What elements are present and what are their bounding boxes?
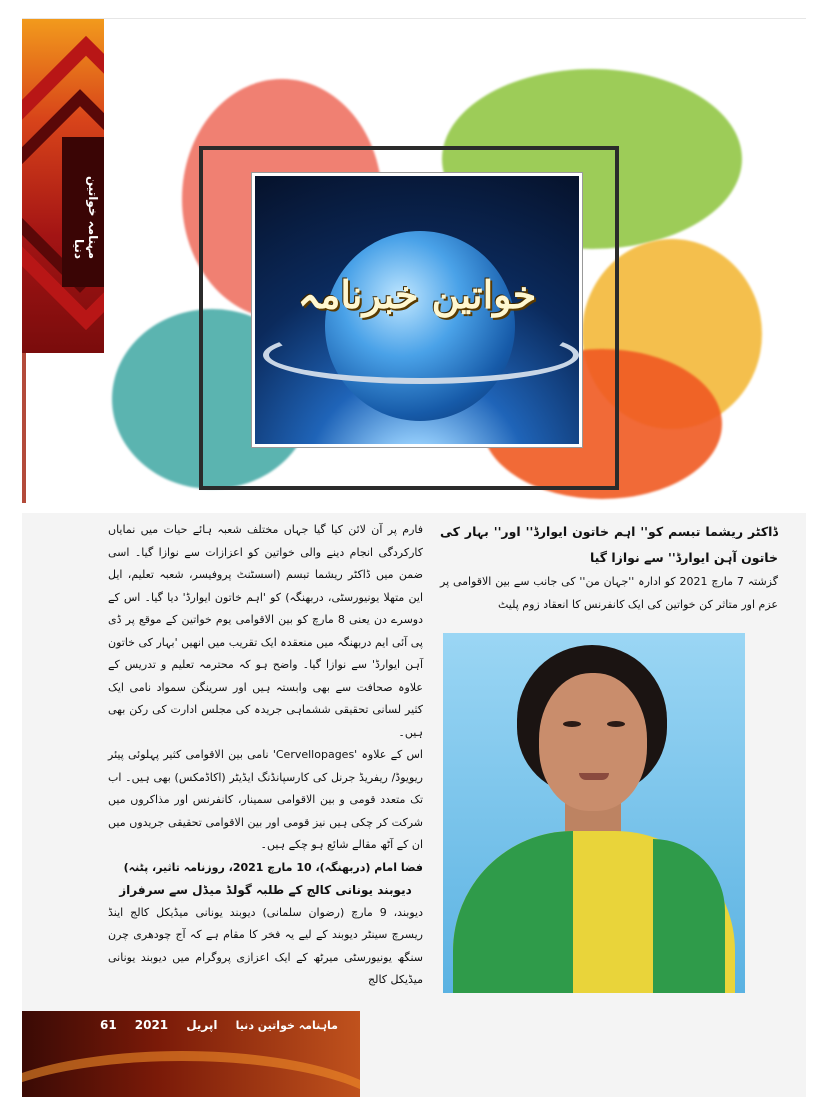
article-headline: ڈاکٹر ریشما تبسم کو'' اہم خاتون ایوارڈ'' اور'' بہار کی خاتون آہن ایوارڈ'' سے نوازا گیا [440,524,778,565]
left-column [108,519,423,992]
photo-mouth [579,773,609,780]
page-footer [22,1011,360,1097]
article-paragraph-1: فارم پر آن لائن کیا گیا جہاں مختلف شعبہ ہائے حیات میں نمایاں کارکردگی انجام دینے والی خواتین کو اعزازات سے نوازا گیا۔ اسی ضمن میں ڈاکٹر ریشما تبسم (اسسٹنٹ پروفیسر، شعبہ تعلیم، ایل این متھلا یونیورسٹی، دربھنگہ) کو 'اہم خاتون ایوارڈ' دیا گیا۔ اس کے دوسرے دن یعنی 8 مارچ کو بین الاقوامی یوم خواتین کے موقع پر ڈی پی آئی ایم دربھنگہ میں منعقدہ ایک تقریب میں انھیں 'بہار کی خاتون آہن ایوارڈ' سے نوازا گیا۔ واضح ہو کہ محترمہ تعلیم و تدریس کے علاوہ صحافت سے بھی وابستہ ہیں اور سرینگن سمواد نامی ایک کثیر لسانی تحقیقی ششماہی جریدہ کی مجلس ادارت کی رکن بھی ہیں۔ [108,523,423,739]
hero-artwork [22,19,806,513]
news-logo-image [252,173,582,447]
photo-face [539,673,647,811]
article-paragraph-2: اس کے علاوہ 'Cervellopages' نامی بین الاقوامی کثیر پہلوئی پیئر ریویوڈ/ ریفریڈ جرنل کی کارسپانڈنگ ایڈیٹر (اکاڈمکس) بھی ہیں۔ اب تک متعدد قومی و بین الاقوامی سمینار، کانفرنس اور مذاکروں میں شرکت کر چکی ہیں نیز قومی اور بین الاقوامی تحقیقی جریدوں میں ان کے آٹھ مقالے شائع ہو چکے ہیں۔ [108,748,423,851]
side-banner [22,19,104,353]
footer-magazine-name: ماہنامہ خواتین دنیا [235,1018,338,1032]
side-strip [22,353,26,503]
page-number: 61 [100,1018,117,1032]
second-article-body: دیوبند، 9 مارچ (رضوان سلمانی) دیوبند یونانی میڈیکل کالج اینڈ ریسرچ سینٹر دیوبند کے لیے یہ فخر کا مقام ہے کہ آج چودھری چرن سنگھ یونیورسٹی میرٹھ کے ایک اعزازی پروگرام میں دیوبند یونانی میڈیکل کالج [108,905,423,986]
banner-label: مہنامہ خواتین دنیا [72,176,100,259]
orbit-ring [263,326,579,384]
article-dateline: فضا امام (دربھنگہ)، 10 مارچ 2021، روزنامہ تاثیر، پٹنہ) [123,860,423,874]
footer-year: 2021 [134,1018,169,1032]
portrait-photo [443,633,745,993]
second-headline: دیوبند یونانی کالج کے طلبہ گولڈ میڈل سے سرفراز [119,883,412,897]
article-lead: گزشتہ 7 مارچ 2021 کو ادارہ ''جہان من'' کی جانب سے بین الاقوامی پر عزم اور متاثر کن خواتین کی ایک کانفرنس کا انعقاد زوم پلیٹ [440,575,778,611]
right-column [440,519,778,616]
footer-arc [22,1051,360,1097]
logo-title: خواتین خبرنامہ [297,272,537,317]
footer-line [100,1011,338,1039]
footer-month: اپریل [186,1018,218,1032]
magazine-page [22,18,806,1097]
photo-eye-right [607,721,625,727]
photo-eye-left [563,721,581,727]
